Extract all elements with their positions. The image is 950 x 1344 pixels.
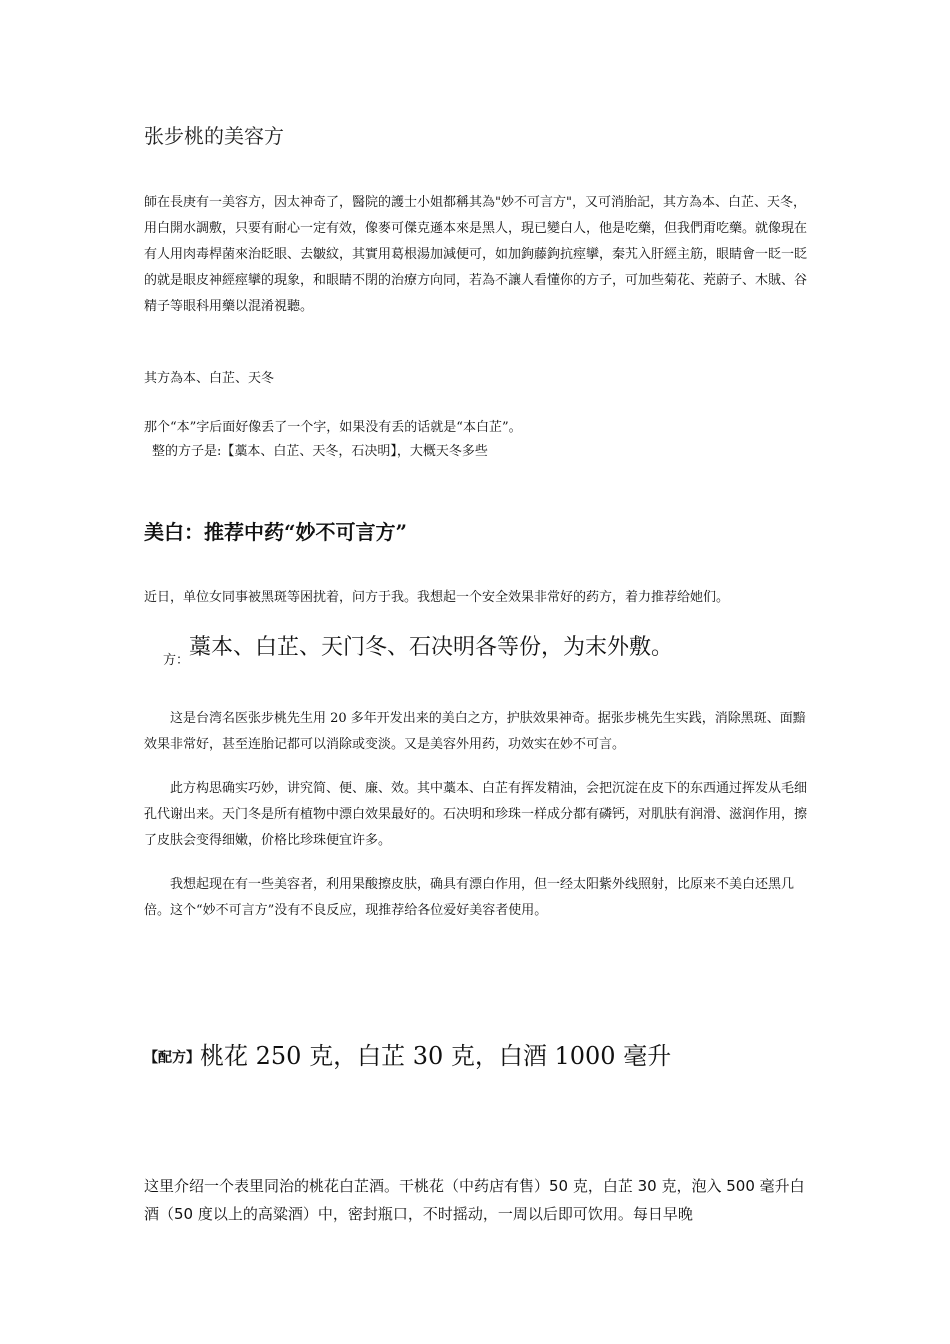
recipe-label: 【配方】 (144, 1050, 200, 1066)
title-zhang-butao-beauty: 张步桃的美容方 (144, 124, 284, 148)
paragraph-recommendation: 我想起现在有一些美容者，利用果酸擦皮肤，确具有漂白作用，但一经太阳紫外线照射，比原来不美白还黑几倍。这个“妙不可言方”没有不良反应，现推荐给各位爱好美容者使用。 (144, 877, 795, 918)
paragraph-origin: 这是台湾名医张步桃先生用 20 多年开发出来的美白之方，护肤效果神奇。据张步桃先生实践，消除黑斑、面黯效果非常好，甚至连胎记都可以消除或变淡。又是美容外用药，功效实在妙不可言。 (144, 711, 806, 752)
paragraph-peach-wine: 这里介绍一个表里同治的桃花白芷酒。干桃花（中药店有售）50 克，白芷 30 克，泡入 500 毫升白酒（50 度以上的高粱酒）中，密封瓶口，不时摇动，一周以后即可饮用。每日早晚 (144, 1177, 805, 1223)
formula-label: 方： (163, 653, 190, 668)
formula-line: 其方為本、白芷、天冬 (144, 371, 275, 386)
intro-paragraph: 近日，单位女同事被黑斑等困扰着，问方于我。我想起一个安全效果非常好的药方，着力推荐给她们。 (144, 590, 730, 605)
paragraph-analysis: 此方构思确实巧妙，讲究简、便、廉、效。其中藁本、白芷有挥发精油，会把沉淀在皮下的东西通过挥发从毛细孔代谢出来。天门冬是所有植物中漂白效果最好的。石决明和珍珠一样成分都有磷钙，对肌肤有润滑、滋润作用，擦了皮肤会变得细嫩，价格比珍珠便宜许多。 (144, 781, 808, 848)
recipe-line (144, 1036, 671, 1071)
formula-block (163, 630, 674, 668)
title-whitening-recipe: 美白：推荐中药“妙不可言方” (144, 520, 408, 544)
paragraph-intro-traditional: 師在長庚有一美容方，因太神奇了，醫院的護士小姐都稱其為"妙不可言方"，又可消胎記，其方為本、白芷、天冬，用白開水調敷，只要有耐心一定有效，像麥可傑克遜本來是黑人，現已變白人，他是吃藥，但我們甭吃藥。就像現在有人用肉毒桿菌來治眨眼、去皺紋，其實用葛根湯加減便可，如加鉤藤鉤抗痙攣，秦艽入肝經主筋，眼睛會一眨一眨的就是眼皮神經痙攣的現象，和眼睛不閉的治療方向同，若為不讓人看懂你的方子，可加些菊花、茺蔚子、木賊、谷精子等眼科用藥以混淆視聽。 (144, 195, 808, 314)
body-paragraphs (144, 706, 812, 924)
note-full-formula: 整的方子是:【藁本、白芷、天冬，石决明】，大概天冬多些 (152, 444, 488, 459)
formula-value: 藁本、白芷、天门冬、石决明各等份，为末外敷。 (189, 635, 674, 660)
recipe-value: 桃花 250 克，白芷 30 克，白酒 1000 毫升 (200, 1042, 672, 1070)
note-missing-character: 那个“本”字后面好像丢了一个字，如果没有丢的话就是“本白芷”。 (144, 420, 522, 435)
